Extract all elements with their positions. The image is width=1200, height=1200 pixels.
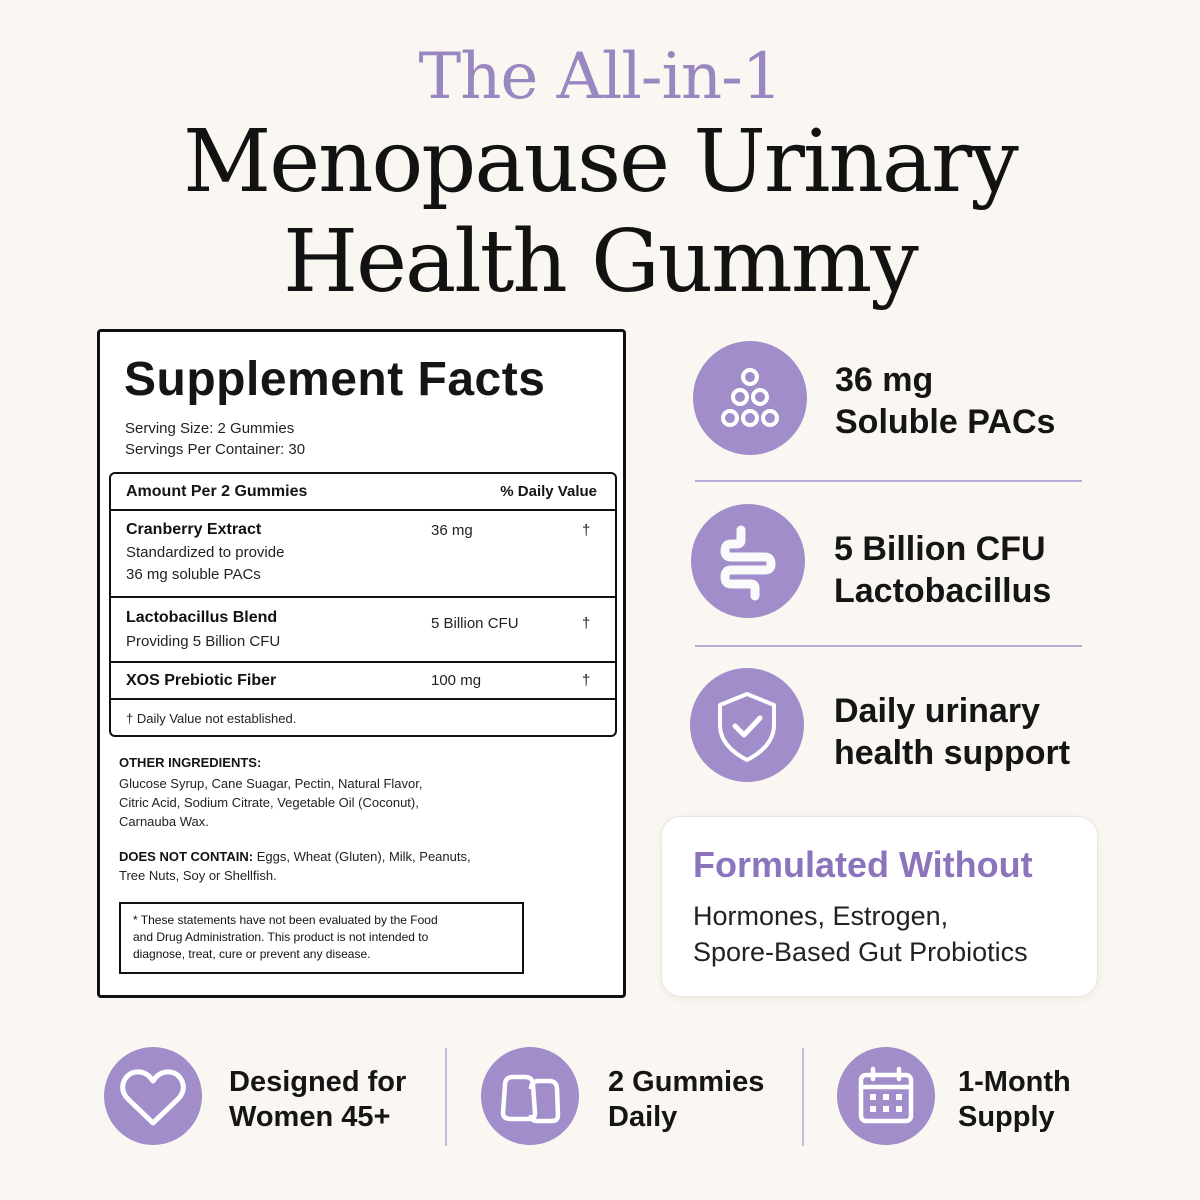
feature-cfu xyxy=(834,528,1051,612)
formulated-without-line: Hormones, Estrogen, xyxy=(693,901,949,931)
disclaimer-line: diagnose, treat, cure or prevent any disease. xyxy=(133,947,371,961)
other-ingredients-line: Carnauba Wax. xyxy=(119,814,209,829)
ingredient-detail: Standardized to provide xyxy=(126,544,285,561)
benefit-line: 2 Gummies xyxy=(608,1066,765,1098)
feature-line: health support xyxy=(834,734,1071,772)
formulated-without-line: Spore-Based Gut Probiotics xyxy=(693,937,1028,967)
feature-urinary-support xyxy=(834,690,1070,774)
servings-per-container: Servings Per Container: 30 xyxy=(125,441,306,458)
ingredient-amount: 100 mg xyxy=(431,672,482,689)
divider xyxy=(695,480,1082,482)
other-ingredients-line: Glucose Syrup, Cane Suagar, Pectin, Natural Flavor, xyxy=(119,776,423,791)
supplement-facts-panel xyxy=(97,329,626,998)
feature-line: Lactobacillus xyxy=(834,572,1052,610)
benefit-women-45 xyxy=(229,1065,406,1135)
calendar-icon xyxy=(837,1047,935,1145)
formulated-without-title: Formulated Without xyxy=(693,844,1033,885)
divider xyxy=(695,645,1082,647)
does-not-contain-line: Tree Nuts, Soy or Shellfish. xyxy=(119,868,277,883)
divider xyxy=(802,1048,804,1146)
facts-footnote-row xyxy=(111,700,615,737)
daily-value-header: % Daily Value xyxy=(500,483,597,500)
benefit-line: Supply xyxy=(958,1101,1055,1133)
feature-line: Daily urinary xyxy=(834,692,1040,730)
ingredient-name: Cranberry Extract xyxy=(126,521,262,538)
benefit-line: Women 45+ xyxy=(229,1101,391,1133)
serving-size: Serving Size: 2 Gummies xyxy=(125,420,295,437)
ingredient-daily-value: † xyxy=(582,522,591,539)
table-row xyxy=(111,598,615,663)
table-row xyxy=(111,663,615,700)
facts-table xyxy=(109,472,617,737)
feature-line: 5 Billion CFU xyxy=(834,530,1046,568)
supplement-facts-title: Supplement Facts xyxy=(124,353,546,406)
feature-line: 36 mg xyxy=(835,361,934,399)
ingredient-amount: 36 mg xyxy=(431,522,473,539)
other-ingredients-title: OTHER INGREDIENTS: xyxy=(119,755,262,770)
ingredient-daily-value: † xyxy=(582,615,591,632)
benefit-line: Designed for xyxy=(229,1066,407,1098)
header-kicker: The All-in-1 xyxy=(418,40,782,114)
ingredient-detail: Providing 5 Billion CFU xyxy=(126,633,281,650)
disclaimer-line: and Drug Administration. This product is not intended to xyxy=(133,930,429,944)
benefit-month-supply xyxy=(958,1065,1071,1135)
shield-check-icon xyxy=(690,668,804,782)
benefit-gummies-daily xyxy=(608,1065,764,1135)
ingredient-amount: 5 Billion CFU xyxy=(431,615,519,632)
feature-line: Soluble PACs xyxy=(835,403,1056,441)
benefit-line: 1-Month xyxy=(958,1066,1071,1098)
does-not-contain-line: Eggs, Wheat (Gluten), Milk, Peanuts, xyxy=(256,849,471,864)
gummies-icon xyxy=(481,1047,579,1145)
page-title-line2: Health Gummy xyxy=(283,212,917,312)
other-ingredients-line: Citric Acid, Sodium Citrate, Vegetable Oil (Coconut), xyxy=(119,795,419,810)
ingredient-name: Lactobacillus Blend xyxy=(126,609,278,626)
heart-icon xyxy=(104,1047,202,1145)
facts-table-header xyxy=(111,474,615,511)
ingredient-detail: 36 mg soluble PACs xyxy=(126,566,261,583)
feature-pacs xyxy=(835,359,1055,443)
divider xyxy=(445,1048,447,1146)
table-row xyxy=(111,511,615,598)
formulated-without-card xyxy=(661,816,1098,997)
intestine-icon xyxy=(691,504,805,618)
formulated-without-text xyxy=(693,898,1028,970)
benefit-line: Daily xyxy=(608,1101,678,1133)
ingredient-daily-value: † xyxy=(582,672,591,689)
daily-value-footnote: † Daily Value not established. xyxy=(126,711,297,726)
ingredient-name: XOS Prebiotic Fiber xyxy=(126,672,277,689)
does-not-contain-title: DOES NOT CONTAIN: xyxy=(119,849,254,864)
disclaimer-line: * These statements have not been evaluated by the Food xyxy=(133,913,438,927)
other-ingredients-text xyxy=(119,774,529,831)
pac-dots-icon xyxy=(693,341,807,455)
fda-disclaimer xyxy=(119,902,524,974)
amount-header: Amount Per 2 Gummies xyxy=(126,483,308,500)
does-not-contain xyxy=(119,847,539,885)
page-title-line1: Menopause Urinary xyxy=(183,112,1017,212)
